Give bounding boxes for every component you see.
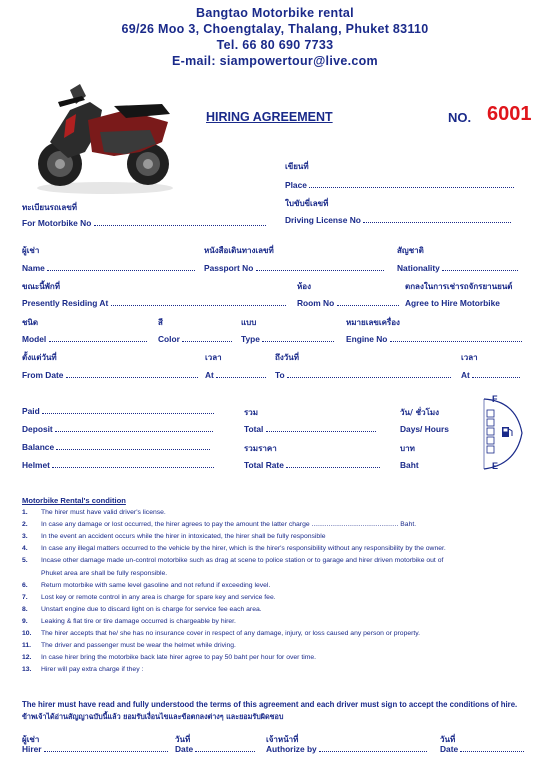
color-label: Color (158, 334, 232, 344)
condition-number: 3. (22, 533, 28, 541)
date1-field[interactable] (195, 744, 255, 752)
to-date-field[interactable] (287, 370, 451, 378)
room-field[interactable] (337, 298, 399, 306)
nationality-label-th: สัญชาติ (397, 246, 424, 255)
type-field[interactable] (262, 334, 334, 342)
condition-number: 1. (22, 509, 28, 516)
at1-label: At (205, 370, 266, 380)
total-rate-field[interactable] (286, 460, 380, 468)
date1-label: Date (175, 744, 255, 754)
passport-label-th: หนังสือเดินทางเลขที่ (204, 246, 274, 255)
condition-number: 11. (22, 642, 32, 650)
hirer-sign-field[interactable] (44, 744, 168, 752)
motorbike-no-label: For Motorbike No (22, 218, 266, 228)
authorize-label: Authorize by (266, 744, 427, 754)
motorbike-image (30, 80, 180, 195)
paid-label: Paid (22, 406, 214, 416)
baht-label: Baht (400, 460, 419, 470)
total-label-th: รวม (244, 408, 259, 417)
condition-number: 7. (22, 593, 28, 601)
condition-text: Phuket area are shall be fully responsible. (41, 569, 168, 577)
conditions-title: Motorbike Rental's condition (22, 496, 126, 505)
fuel-box-4[interactable] (487, 437, 494, 444)
date1-label-th: วันที่ (175, 735, 191, 744)
company-address: 69/26 Moo 3, Choengtalay, Thalang, Phuket 83110 (121, 22, 429, 36)
paid-field[interactable] (42, 406, 214, 414)
condition-text: In case hirer bring the motorbike back late hirer agree to pay 50 baht per hour for over time. (41, 654, 317, 662)
at2-label-th: เวลา (461, 353, 478, 362)
condition-number: 10. (22, 630, 32, 637)
color-field[interactable] (182, 334, 232, 342)
room-label: Room No (297, 298, 399, 308)
from-date-label-th: ตั้งแต่วันที่ (22, 353, 57, 362)
total-rate-label-th: รวมราคา (244, 444, 277, 453)
total-field[interactable] (266, 424, 376, 432)
date2-field[interactable] (460, 744, 524, 752)
agreement-number: 6001 (487, 103, 532, 125)
condition-text: Unstart engine due to discard light on is charge for service fee each area. (41, 605, 262, 613)
agree-label: Agree to Hire Motorbike (405, 298, 500, 308)
total-rate-label: Total Rate (244, 460, 380, 470)
company-name: Bangtao Motorbike rental (196, 6, 354, 20)
license-label-th: ใบขับขี่เลขที่ (285, 199, 329, 208)
date2-label: Date (440, 744, 524, 754)
company-tel: Tel. 66 80 690 7733 (216, 38, 334, 52)
deposit-label: Deposit (22, 424, 213, 434)
balance-label: Balance (22, 442, 210, 452)
helmet-field[interactable] (52, 460, 214, 468)
authorize-label-th: เจ้าหน้าที่ (266, 735, 299, 744)
place-label-th: เขียนที่ (285, 162, 309, 171)
at1-label-th: เวลา (205, 353, 222, 362)
type-label-th: แบบ (241, 318, 257, 327)
fuel-full-label: F (492, 394, 498, 404)
room-label-th: ห้อง (297, 282, 311, 291)
authorize-field[interactable] (319, 744, 427, 752)
hirer-sign-label: Hirer (22, 744, 168, 754)
deposit-field[interactable] (55, 424, 213, 432)
condition-text: Return motorbike with same level gasoline and not refund if exceeding level. (41, 581, 271, 589)
condition-text: The driver and passenger must be wear the helmet while driving. (41, 642, 236, 650)
condition-number: 6. (22, 581, 28, 589)
model-field[interactable] (49, 334, 147, 342)
condition-text: Lost key or remote control in any area is charge for spare key and service fee. (41, 593, 276, 601)
baht-label-th: บาท (400, 444, 415, 453)
agreement-title: HIRING AGREEMENT (206, 110, 333, 124)
statement-en: The hirer must have read and fully understood the terms of this agreement and each driver must sign to accept the conditions of hire. (22, 700, 518, 709)
motorbike-no-field[interactable] (94, 218, 266, 226)
balance-field[interactable] (56, 442, 210, 450)
condition-text: In the event an accident occurs while the hirer in intoxicated, the hirer shall be fully responsible (41, 533, 326, 541)
license-label: Driving License No (285, 215, 511, 225)
fuel-box-3[interactable] (487, 428, 494, 435)
company-email: E-mail: siampowertour@live.com (172, 54, 378, 68)
condition-number: 5. (22, 557, 28, 565)
nationality-label: Nationality (397, 263, 518, 273)
license-field[interactable] (363, 215, 511, 223)
fuel-box-5[interactable] (487, 446, 494, 453)
condition-number: 8. (22, 605, 28, 613)
helmet-label: Helmet (22, 460, 214, 470)
fuel-pump-icon (502, 427, 512, 437)
name-label-th: ผู้เช่า (22, 246, 40, 255)
days-label-th: วัน/ ชั่วโมง (400, 408, 440, 417)
engine-label-th: หมายเลขเครื่อง (346, 318, 400, 327)
residing-label: Presently Residing At (22, 298, 286, 308)
type-label: Type (241, 334, 334, 344)
engine-label: Engine No (346, 334, 522, 344)
fuel-gauge (478, 393, 530, 475)
to-date-label: To (275, 370, 451, 380)
name-label: Name (22, 263, 195, 273)
to-date-label-th: ถึงวันที่ (275, 353, 299, 362)
condition-number: 9. (22, 617, 28, 625)
condition-text: The hirer accepts that he/ she has no insurance cover in respect of any damage, injury, or loss caused any person or property. (41, 630, 421, 637)
from-date-label: From Date (22, 370, 198, 380)
condition-text: Hirer will pay extra charge if they : (41, 666, 144, 674)
condition-text: The hirer must have valid driver's license. (41, 509, 166, 516)
condition-text: In case any damage or lost occurred, the hirer agrees to pay the amount the latter charge .............................................. Baht. (41, 521, 417, 529)
condition-number: 2. (22, 521, 28, 529)
passport-label: Passport No (204, 263, 384, 273)
condition-text: In case any illegal matters occurred to the vehicle by the hirer, which is the hirer's responsibility without any responsibility by the owner. (41, 545, 446, 553)
at1-field[interactable] (216, 370, 266, 378)
days-label: Days/ Hours (400, 424, 449, 434)
condition-number: 12. (22, 654, 32, 662)
name-field[interactable] (47, 263, 195, 271)
condition-number: 4. (22, 545, 28, 553)
hirer-sign-label-th: ผู้เช่า (22, 735, 40, 744)
date2-label-th: วันที่ (440, 735, 456, 744)
place-field[interactable] (309, 180, 514, 188)
model-label-th: ชนิด (22, 318, 39, 327)
at2-label: At (461, 370, 520, 380)
fuel-box-2[interactable] (487, 419, 494, 426)
agree-label-th: ตกลงในการเช่ารถจักรยานยนต์ (405, 282, 513, 291)
place-label: Place (285, 180, 514, 190)
fuel-empty-label: E (492, 461, 499, 471)
at2-field[interactable] (472, 370, 520, 378)
engine-field[interactable] (390, 334, 522, 342)
from-date-field[interactable] (66, 370, 198, 378)
agreement-no-label: NO. (448, 110, 472, 125)
condition-text: Leaking & flat tire or tire damage occurred is chargeable by hirer. (41, 617, 236, 625)
nationality-field[interactable] (442, 263, 518, 271)
model-label: Model (22, 334, 147, 344)
motorbike-no-label-th: ทะเบียนรถเลขที่ (22, 203, 78, 212)
condition-number: 13. (22, 666, 32, 674)
passport-field[interactable] (256, 263, 384, 271)
fuel-box-1[interactable] (487, 410, 494, 417)
color-label-th: สี (158, 318, 163, 327)
condition-text: Incase other damage made un-control motorbike such as drag at scene to police station or to garage and hirer driven motorbike out of (41, 557, 444, 565)
residing-label-th: ขณะนี้พักที่ (22, 282, 61, 291)
residing-field[interactable] (111, 298, 286, 306)
total-label: Total (244, 424, 376, 434)
statement-th: ข้าพเจ้าได้อ่านสัญญาฉบับนี้แล้ว ยอมรับเงื่อนไขและข้อตกลงต่างๆ และยอมรับผิดชอบ (22, 712, 284, 721)
